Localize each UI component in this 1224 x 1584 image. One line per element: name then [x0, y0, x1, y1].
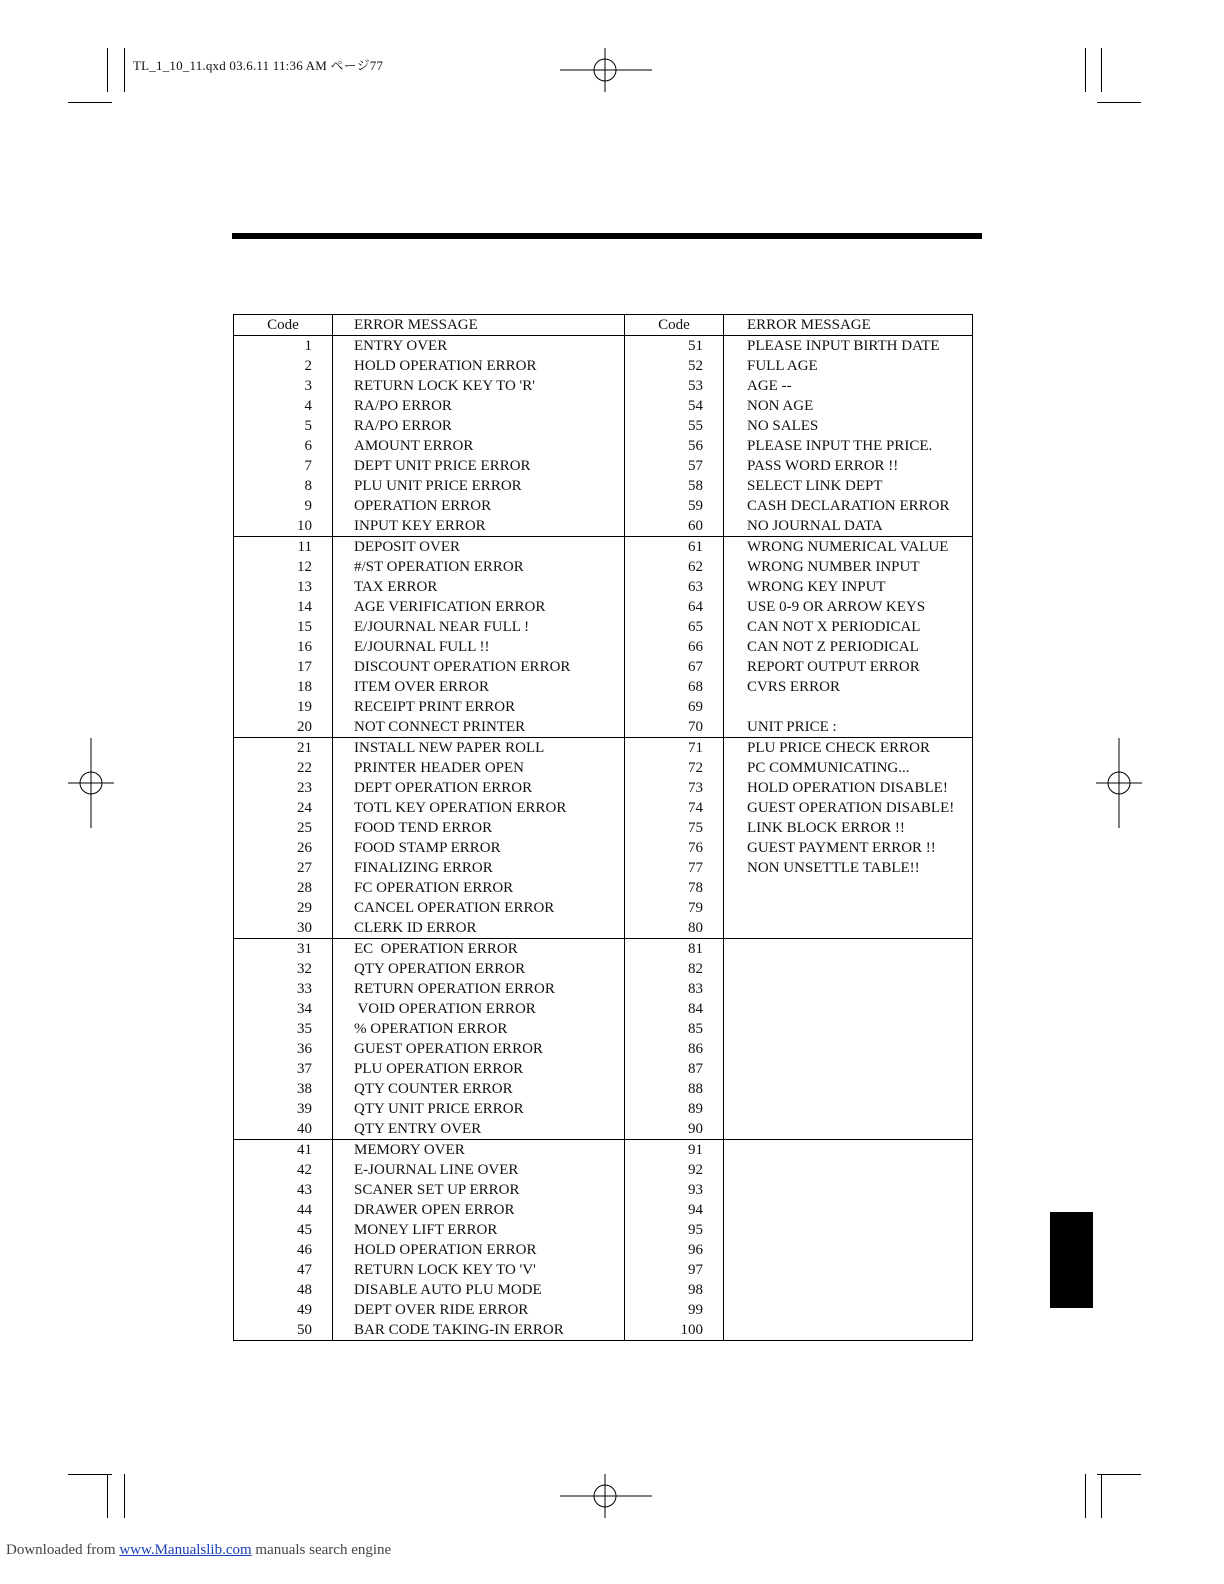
table-row	[234, 496, 973, 516]
cell-code-left: 30	[234, 918, 333, 939]
cell-message-right: GUEST OPERATION DISABLE!	[724, 798, 973, 818]
cell-code-left: 9	[234, 496, 333, 516]
cell-code-right: 89	[625, 1099, 724, 1119]
table-row	[234, 597, 973, 617]
table-row	[234, 476, 973, 496]
cell-message-left: CANCEL OPERATION ERROR	[333, 898, 625, 918]
error-code-table	[233, 314, 973, 1341]
table-row	[234, 657, 973, 677]
table-row	[234, 999, 973, 1019]
table-row	[234, 798, 973, 818]
cell-message-right: NON UNSETTLE TABLE!!	[724, 858, 973, 878]
cell-code-left: 37	[234, 1059, 333, 1079]
table-row	[234, 1079, 973, 1099]
cell-message-right: CAN NOT X PERIODICAL	[724, 617, 973, 637]
cell-message-right: CASH DECLARATION ERROR	[724, 496, 973, 516]
cell-message-left: E-JOURNAL LINE OVER	[333, 1160, 625, 1180]
cell-code-right: 97	[625, 1260, 724, 1280]
cell-message-left: TAX ERROR	[333, 577, 625, 597]
cell-message-right: LINK BLOCK ERROR !!	[724, 818, 973, 838]
registration-mark-left	[68, 738, 114, 828]
cell-code-left: 6	[234, 436, 333, 456]
cell-code-left: 4	[234, 396, 333, 416]
cell-code-left: 49	[234, 1300, 333, 1320]
cell-code-left: 38	[234, 1079, 333, 1099]
table-row	[234, 1099, 973, 1119]
table-row	[234, 959, 973, 979]
cell-message-left: FC OPERATION ERROR	[333, 878, 625, 898]
cell-code-right: 56	[625, 436, 724, 456]
cell-code-left: 22	[234, 758, 333, 778]
cell-message-left: RETURN OPERATION ERROR	[333, 979, 625, 999]
footer-suffix: manuals search engine	[251, 1542, 392, 1558]
cell-message-right	[724, 1260, 973, 1280]
cell-message-left: AMOUNT ERROR	[333, 436, 625, 456]
cell-message-left: INSTALL NEW PAPER ROLL	[333, 738, 625, 759]
cell-message-right: CVRS ERROR	[724, 677, 973, 697]
header-message-left: ERROR MESSAGE	[333, 315, 625, 336]
cell-message-left: #/ST OPERATION ERROR	[333, 557, 625, 577]
cell-code-left: 1	[234, 336, 333, 357]
cell-message-right: NO SALES	[724, 416, 973, 436]
cell-message-left: HOLD OPERATION ERROR	[333, 1240, 625, 1260]
cell-message-left: RETURN LOCK KEY TO 'V'	[333, 1260, 625, 1280]
table-row	[234, 778, 973, 798]
table-row	[234, 537, 973, 558]
cell-message-left: SCANER SET UP ERROR	[333, 1180, 625, 1200]
cell-code-right: 66	[625, 637, 724, 657]
cell-message-left: DEPT UNIT PRICE ERROR	[333, 456, 625, 476]
cell-message-right: WRONG NUMBER INPUT	[724, 557, 973, 577]
header-code-left: Code	[234, 315, 333, 336]
cell-message-right: CAN NOT Z PERIODICAL	[724, 637, 973, 657]
cell-message-right	[724, 1079, 973, 1099]
cell-message-left: QTY ENTRY OVER	[333, 1119, 625, 1140]
cell-message-left: OPERATION ERROR	[333, 496, 625, 516]
cell-message-left: NOT CONNECT PRINTER	[333, 717, 625, 738]
cell-code-left: 3	[234, 376, 333, 396]
cell-code-left: 17	[234, 657, 333, 677]
cell-message-left: % OPERATION ERROR	[333, 1019, 625, 1039]
cell-code-left: 19	[234, 697, 333, 717]
cell-message-right	[724, 1039, 973, 1059]
cell-message-left: TOTL KEY OPERATION ERROR	[333, 798, 625, 818]
table-row	[234, 617, 973, 637]
cell-code-right: 53	[625, 376, 724, 396]
cell-message-left: E/JOURNAL FULL !!	[333, 637, 625, 657]
cell-code-right: 84	[625, 999, 724, 1019]
table-row	[234, 516, 973, 537]
cell-code-right: 61	[625, 537, 724, 558]
cell-code-right: 78	[625, 878, 724, 898]
cell-code-right: 59	[625, 496, 724, 516]
cell-message-right	[724, 999, 973, 1019]
cell-code-left: 25	[234, 818, 333, 838]
cell-message-left: DEPOSIT OVER	[333, 537, 625, 558]
cell-message-right	[724, 1019, 973, 1039]
cell-message-right: AGE --	[724, 376, 973, 396]
table-row	[234, 898, 973, 918]
cell-code-left: 27	[234, 858, 333, 878]
cell-message-left: QTY COUNTER ERROR	[333, 1079, 625, 1099]
cell-message-left: ENTRY OVER	[333, 336, 625, 357]
cell-message-right: USE 0-9 OR ARROW KEYS	[724, 597, 973, 617]
table-row	[234, 577, 973, 597]
cell-message-right: PLU PRICE CHECK ERROR	[724, 738, 973, 759]
download-footer	[6, 1542, 391, 1559]
cell-code-left: 36	[234, 1039, 333, 1059]
cell-message-right	[724, 1220, 973, 1240]
cell-message-right	[724, 1059, 973, 1079]
table-row	[234, 1320, 973, 1341]
cell-code-left: 20	[234, 717, 333, 738]
cell-code-right: 70	[625, 717, 724, 738]
cell-code-right: 75	[625, 818, 724, 838]
cell-code-right: 98	[625, 1280, 724, 1300]
cell-message-right: NON AGE	[724, 396, 973, 416]
table-row	[234, 456, 973, 476]
cell-code-left: 50	[234, 1320, 333, 1341]
table-row	[234, 1119, 973, 1140]
cell-message-right	[724, 918, 973, 939]
cell-message-right: UNIT PRICE :	[724, 717, 973, 738]
file-slug-line: TL_1_10_11.qxd 03.6.11 11:36 AM ページ77	[133, 58, 384, 73]
cell-code-right: 63	[625, 577, 724, 597]
table-header-row	[234, 315, 973, 336]
cell-message-right: PLEASE INPUT BIRTH DATE	[724, 336, 973, 357]
cell-code-left: 7	[234, 456, 333, 476]
cell-code-right: 68	[625, 677, 724, 697]
cell-code-right: 80	[625, 918, 724, 939]
cell-code-right: 60	[625, 516, 724, 537]
cell-code-right: 90	[625, 1119, 724, 1140]
section-thumb-tab	[1050, 1212, 1093, 1308]
cell-code-left: 35	[234, 1019, 333, 1039]
table-row	[234, 838, 973, 858]
cell-code-right: 92	[625, 1160, 724, 1180]
cell-code-right: 100	[625, 1320, 724, 1341]
cell-message-left: QTY UNIT PRICE ERROR	[333, 1099, 625, 1119]
cell-code-left: 47	[234, 1260, 333, 1280]
table-row	[234, 738, 973, 759]
cell-message-left: RETURN LOCK KEY TO 'R'	[333, 376, 625, 396]
table-row	[234, 1039, 973, 1059]
table-row	[234, 918, 973, 939]
table-row	[234, 637, 973, 657]
cell-code-right: 65	[625, 617, 724, 637]
table-row	[234, 1200, 973, 1220]
cell-code-right: 79	[625, 898, 724, 918]
cell-code-left: 8	[234, 476, 333, 496]
table-row	[234, 396, 973, 416]
table-row	[234, 1019, 973, 1039]
cell-code-right: 86	[625, 1039, 724, 1059]
table-row	[234, 979, 973, 999]
cell-message-right	[724, 898, 973, 918]
cell-message-left: RA/PO ERROR	[333, 396, 625, 416]
cell-code-right: 94	[625, 1200, 724, 1220]
cell-message-left: RA/PO ERROR	[333, 416, 625, 436]
cell-message-left: FINALIZING ERROR	[333, 858, 625, 878]
cell-code-right: 62	[625, 557, 724, 577]
cell-code-right: 76	[625, 838, 724, 858]
table-row	[234, 697, 973, 717]
cell-code-left: 32	[234, 959, 333, 979]
cell-message-left: FOOD STAMP ERROR	[333, 838, 625, 858]
table-row	[234, 1160, 973, 1180]
cell-message-right	[724, 979, 973, 999]
cell-code-right: 96	[625, 1240, 724, 1260]
cell-code-right: 82	[625, 959, 724, 979]
cell-code-right: 95	[625, 1220, 724, 1240]
cell-message-right: FULL AGE	[724, 356, 973, 376]
cell-message-left: DEPT OPERATION ERROR	[333, 778, 625, 798]
manualslib-link[interactable]: www.Manualslib.com	[119, 1542, 252, 1558]
cell-code-right: 83	[625, 979, 724, 999]
table-row	[234, 436, 973, 456]
cell-code-right: 74	[625, 798, 724, 818]
cell-code-left: 2	[234, 356, 333, 376]
cell-code-left: 46	[234, 1240, 333, 1260]
cell-code-left: 16	[234, 637, 333, 657]
table-row	[234, 336, 973, 357]
cell-code-right: 81	[625, 939, 724, 960]
cell-code-left: 26	[234, 838, 333, 858]
cell-code-left: 10	[234, 516, 333, 537]
cell-message-right: WRONG NUMERICAL VALUE	[724, 537, 973, 558]
cell-code-right: 54	[625, 396, 724, 416]
cell-code-left: 21	[234, 738, 333, 759]
cell-message-left: AGE VERIFICATION ERROR	[333, 597, 625, 617]
cell-code-right: 73	[625, 778, 724, 798]
cell-message-right	[724, 1160, 973, 1180]
cell-message-right: PC COMMUNICATING...	[724, 758, 973, 778]
cell-code-left: 31	[234, 939, 333, 960]
cell-message-right	[724, 1140, 973, 1161]
cell-message-left: MONEY LIFT ERROR	[333, 1220, 625, 1240]
cell-message-right: PLEASE INPUT THE PRICE.	[724, 436, 973, 456]
table-row	[234, 1280, 973, 1300]
cell-code-left: 39	[234, 1099, 333, 1119]
cell-code-left: 15	[234, 617, 333, 637]
cell-message-left: PLU OPERATION ERROR	[333, 1059, 625, 1079]
cell-message-left: DEPT OVER RIDE ERROR	[333, 1300, 625, 1320]
table-row	[234, 1260, 973, 1280]
table-row	[234, 758, 973, 778]
cell-message-left: HOLD OPERATION ERROR	[333, 356, 625, 376]
cell-code-right: 91	[625, 1140, 724, 1161]
cell-message-right	[724, 1300, 973, 1320]
cell-code-right: 52	[625, 356, 724, 376]
cell-code-left: 41	[234, 1140, 333, 1161]
cell-message-right	[724, 1180, 973, 1200]
cell-message-right	[724, 1119, 973, 1140]
cell-code-left: 14	[234, 597, 333, 617]
cell-code-left: 28	[234, 878, 333, 898]
cell-message-left: DISABLE AUTO PLU MODE	[333, 1280, 625, 1300]
registration-mark-right	[1096, 738, 1142, 828]
cell-message-left: CLERK ID ERROR	[333, 918, 625, 939]
cell-message-left: VOID OPERATION ERROR	[333, 999, 625, 1019]
cell-message-left: QTY OPERATION ERROR	[333, 959, 625, 979]
cell-message-left: ITEM OVER ERROR	[333, 677, 625, 697]
table-row	[234, 1240, 973, 1260]
cell-message-right	[724, 1320, 973, 1341]
table-row	[234, 878, 973, 898]
table-row	[234, 1059, 973, 1079]
cell-message-right	[724, 878, 973, 898]
cell-message-left: MEMORY OVER	[333, 1140, 625, 1161]
cell-code-right: 69	[625, 697, 724, 717]
cell-message-left: E/JOURNAL NEAR FULL !	[333, 617, 625, 637]
cell-message-left: BAR CODE TAKING-IN ERROR	[333, 1320, 625, 1341]
cell-message-left: DISCOUNT OPERATION ERROR	[333, 657, 625, 677]
table-row	[234, 717, 973, 738]
footer-prefix: Downloaded from	[6, 1542, 120, 1558]
table-row	[234, 557, 973, 577]
cell-code-right: 67	[625, 657, 724, 677]
table-row	[234, 677, 973, 697]
table-row	[234, 1300, 973, 1320]
table-row	[234, 356, 973, 376]
section-rule	[232, 233, 982, 239]
cell-code-right: 93	[625, 1180, 724, 1200]
cell-code-left: 33	[234, 979, 333, 999]
cell-code-left: 34	[234, 999, 333, 1019]
cell-message-left: EC OPERATION ERROR	[333, 939, 625, 960]
cell-code-right: 87	[625, 1059, 724, 1079]
cell-code-left: 13	[234, 577, 333, 597]
cell-message-right: GUEST PAYMENT ERROR !!	[724, 838, 973, 858]
table-row	[234, 818, 973, 838]
cell-message-right: HOLD OPERATION DISABLE!	[724, 778, 973, 798]
header-code-right: Code	[625, 315, 724, 336]
table-row	[234, 376, 973, 396]
cell-message-left: GUEST OPERATION ERROR	[333, 1039, 625, 1059]
cell-code-left: 42	[234, 1160, 333, 1180]
cell-code-right: 85	[625, 1019, 724, 1039]
cell-message-right	[724, 1240, 973, 1260]
cell-code-right: 77	[625, 858, 724, 878]
table-row	[234, 858, 973, 878]
table-row	[234, 416, 973, 436]
cell-code-left: 23	[234, 778, 333, 798]
cell-code-right: 72	[625, 758, 724, 778]
header-message-right: ERROR MESSAGE	[724, 315, 973, 336]
cell-code-right: 99	[625, 1300, 724, 1320]
cell-code-right: 57	[625, 456, 724, 476]
table-row	[234, 939, 973, 960]
cell-code-left: 45	[234, 1220, 333, 1240]
cell-message-left: DRAWER OPEN ERROR	[333, 1200, 625, 1220]
cell-message-left: PLU UNIT PRICE ERROR	[333, 476, 625, 496]
cell-message-right	[724, 697, 973, 717]
cell-code-left: 44	[234, 1200, 333, 1220]
table-row	[234, 1140, 973, 1161]
cell-message-left: INPUT KEY ERROR	[333, 516, 625, 537]
cell-message-right: REPORT OUTPUT ERROR	[724, 657, 973, 677]
cell-message-right: WRONG KEY INPUT	[724, 577, 973, 597]
cell-message-right: SELECT LINK DEPT	[724, 476, 973, 496]
cell-message-right	[724, 1200, 973, 1220]
cell-message-right	[724, 1099, 973, 1119]
cell-code-right: 64	[625, 597, 724, 617]
cell-code-left: 43	[234, 1180, 333, 1200]
cell-code-right: 51	[625, 336, 724, 357]
cell-code-left: 11	[234, 537, 333, 558]
cell-code-left: 40	[234, 1119, 333, 1140]
cell-code-right: 55	[625, 416, 724, 436]
table-row	[234, 1220, 973, 1240]
cell-message-right	[724, 1280, 973, 1300]
cell-code-left: 12	[234, 557, 333, 577]
cell-message-right: NO JOURNAL DATA	[724, 516, 973, 537]
table-row	[234, 1180, 973, 1200]
cell-message-left: RECEIPT PRINT ERROR	[333, 697, 625, 717]
cell-code-right: 71	[625, 738, 724, 759]
cell-message-left: PRINTER HEADER OPEN	[333, 758, 625, 778]
cell-code-left: 48	[234, 1280, 333, 1300]
cell-code-right: 58	[625, 476, 724, 496]
cell-code-left: 24	[234, 798, 333, 818]
registration-mark-bottom	[560, 1474, 652, 1518]
cell-code-left: 5	[234, 416, 333, 436]
cell-message-right	[724, 959, 973, 979]
cell-code-left: 29	[234, 898, 333, 918]
cell-code-left: 18	[234, 677, 333, 697]
cell-message-right	[724, 939, 973, 960]
cell-message-left: FOOD TEND ERROR	[333, 818, 625, 838]
cell-message-right: PASS WORD ERROR !!	[724, 456, 973, 476]
cell-code-right: 88	[625, 1079, 724, 1099]
registration-mark-top	[560, 48, 652, 92]
